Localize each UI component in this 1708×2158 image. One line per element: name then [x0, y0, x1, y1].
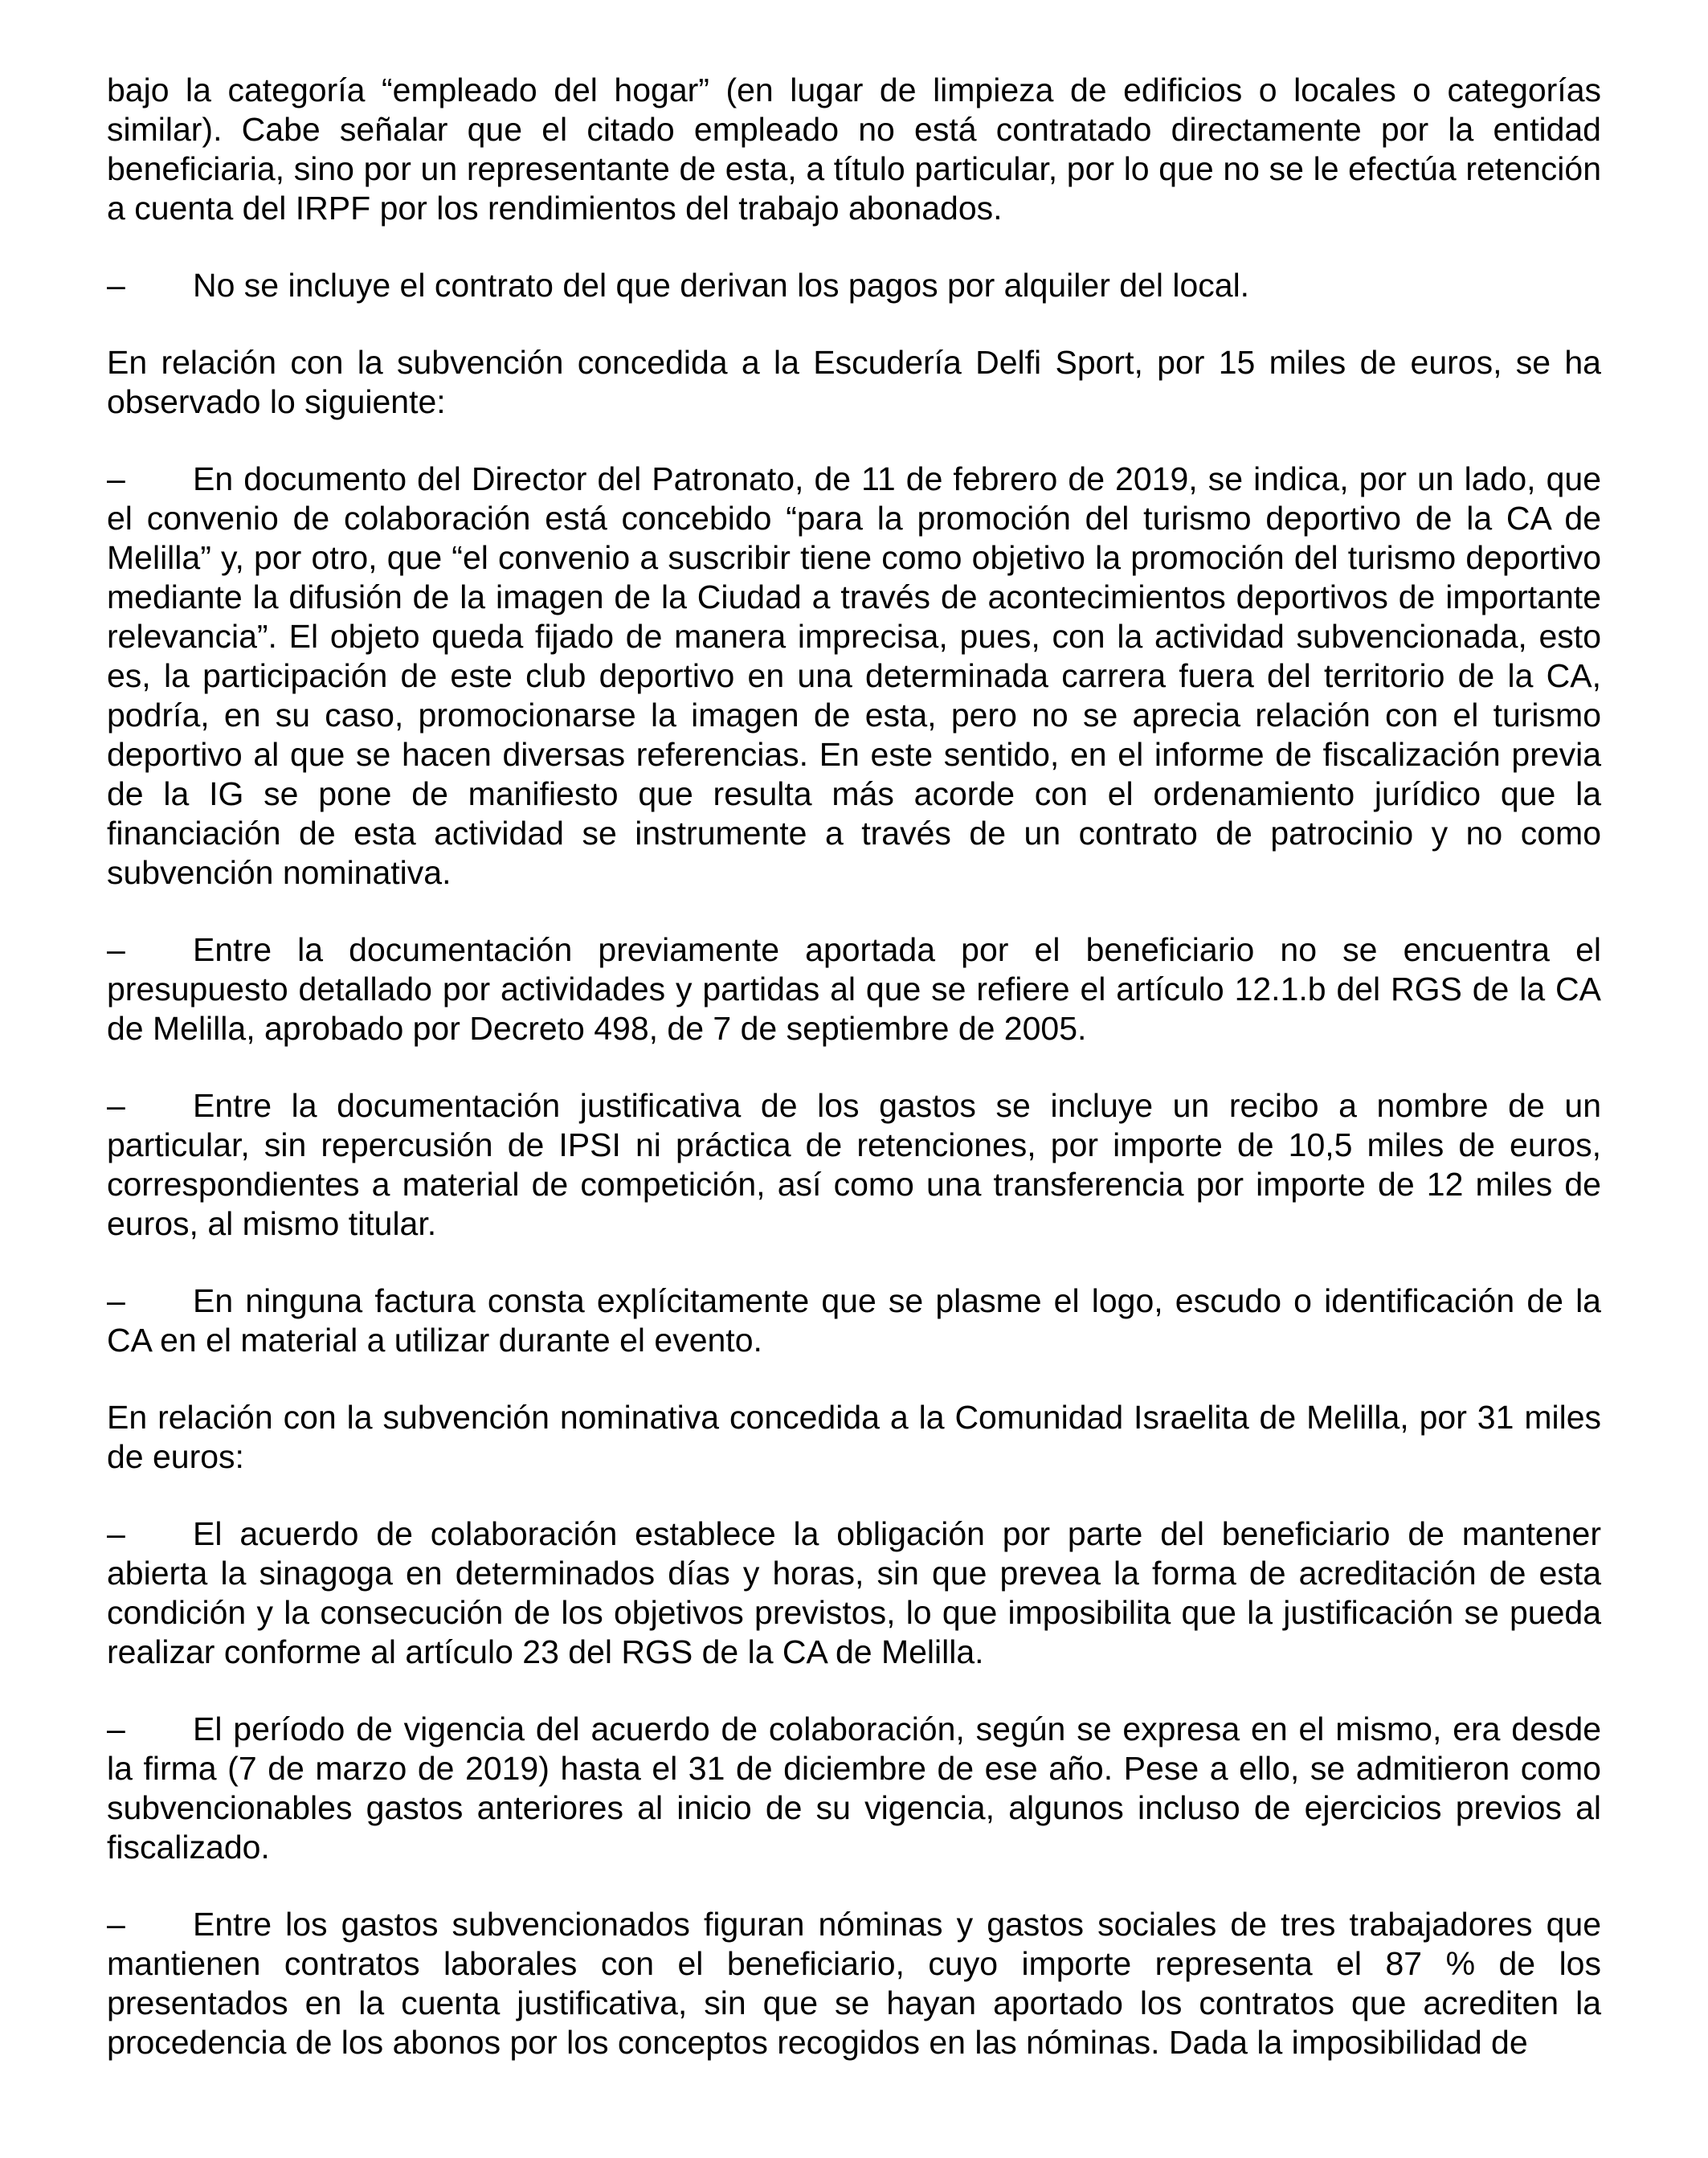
bullet-director-patronato — [107, 460, 1601, 893]
bullet-nominas — [107, 1905, 1601, 2062]
paragraph-escuderia-intro: En relación con la subvención concedida a la Escudería Delfi Sport, por 15 miles de euros, se ha observado lo siguiente: — [107, 344, 1601, 420]
dash-bullet-icon: – — [107, 1710, 125, 1747]
bullet-presupuesto — [107, 930, 1601, 1048]
bullet-contrato-alquiler — [107, 266, 1601, 305]
bullet-text: En documento del Director del Patronato, de 11 de febrero de 2019, se indica, por un lado, que el convenio de colaboración está concebido “para la promoción del turismo deportivo de la CA de Melilla” y, por otro, que “el convenio a suscribir tiene como objetivo la promoción del turismo deportivo mediante la difusión de la imagen de la Ciudad a través de acontecimientos deportivos de importante relevancia”. El objeto queda fijado de manera imprecisa, pues, con la actividad subvencionada, esto es, la participación de este club deportivo en una determinada carrera fuera del territorio de la CA, podría, en su caso, promocionarse la imagen de esta, pero no se aprecia relación con el turismo deportivo al que se hacen diversas referencias. En este sentido, en el informe de fiscalización previa de la IG se pone de manifiesto que resulta más acorde con el ordenamiento jurídico que la financiación de esta actividad se instrumente a través de un contrato de patrocinio y no como subvención nominativa. — [107, 460, 1601, 891]
bullet-factura-logo — [107, 1281, 1601, 1360]
bullet-text: En ninguna factura consta explícitamente que se plasme el logo, escudo o identificación de la CA en el material a utilizar durante el evento. — [107, 1282, 1601, 1359]
dash-bullet-icon: – — [107, 931, 125, 968]
bullet-text: Entre la documentación previamente aportada por el beneficiario no se encuentra el presupuesto detallado por actividades y partidas al que se refiere el artículo 12.1.b del RGS de la CA de Melilla, aprobado por Decreto 498, de 7 de septiembre de 2005. — [107, 931, 1601, 1047]
bullet-text: No se incluye el contrato del que derivan los pagos por alquiler del local. — [193, 267, 1250, 304]
bullet-periodo-vigencia — [107, 1710, 1601, 1867]
dash-bullet-icon: – — [107, 1282, 125, 1319]
dash-bullet-icon: – — [107, 1515, 125, 1552]
bullet-acuerdo-sinagoga — [107, 1514, 1601, 1672]
dash-bullet-icon: – — [107, 460, 125, 497]
dash-bullet-icon: – — [107, 1906, 125, 1943]
bullet-text: Entre la documentación justificativa de los gastos se incluye un recibo a nombre de un particular, sin repercusión de IPSI ni práctica de retenciones, por importe de 10,5 miles de euros, correspondientes a material de competición, así como una transferencia por importe de 12 miles de euros, al mismo titular. — [107, 1087, 1601, 1242]
paragraph-comunidad-israelita-intro: En relación con la subvención nominativa concedida a la Comunidad Israelita de Melilla, por 31 miles de euros: — [107, 1399, 1601, 1475]
dash-bullet-icon: – — [107, 267, 125, 304]
dash-bullet-icon: – — [107, 1087, 125, 1124]
document-page — [107, 71, 1601, 2100]
bullet-text: El acuerdo de colaboración establece la obligación por parte del beneficiario de mantener abierta la sinagoga en determinados días y horas, sin que prevea la forma de acreditación de esta condición y la consecución de los objetivos previstos, lo que imposibilita que la justificación se pueda realizar conforme al artículo 23 del RGS de la CA de Melilla. — [107, 1515, 1601, 1670]
bullet-documentacion-justificativa — [107, 1086, 1601, 1244]
bullet-text: El período de vigencia del acuerdo de colaboración, según se expresa en el mismo, era desde la firma (7 de marzo de 2019) hasta el 31 de diciembre de ese año. Pese a ello, se admitieron como subvencionables gastos anteriores al inicio de su vigencia, algunos incluso de ejercicios previos al fiscalizado. — [107, 1710, 1601, 1866]
bullet-text: Entre los gastos subvencionados figuran nóminas y gastos sociales de tres trabajadores que mantienen contratos laborales con el beneficiario, cuyo importe representa el 87 % de los presentados en la cuenta justificativa, sin que se hayan aportado los contratos que acrediten la procedencia de los abonos por los conceptos recogidos en las nóminas. Dada la imposibilidad de — [107, 1906, 1601, 2061]
paragraph-empleado-hogar: bajo la categoría “empleado del hogar” (en lugar de limpieza de edificios o locales o categorías similar). Cabe señalar que el citado empleado no está contratado directamente por la entidad beneficiaria, sino por un representante de esta, a título particular, por lo que no se le efectúa retención a cuenta del IRPF por los rendimientos del trabajo abonados. — [107, 72, 1601, 227]
